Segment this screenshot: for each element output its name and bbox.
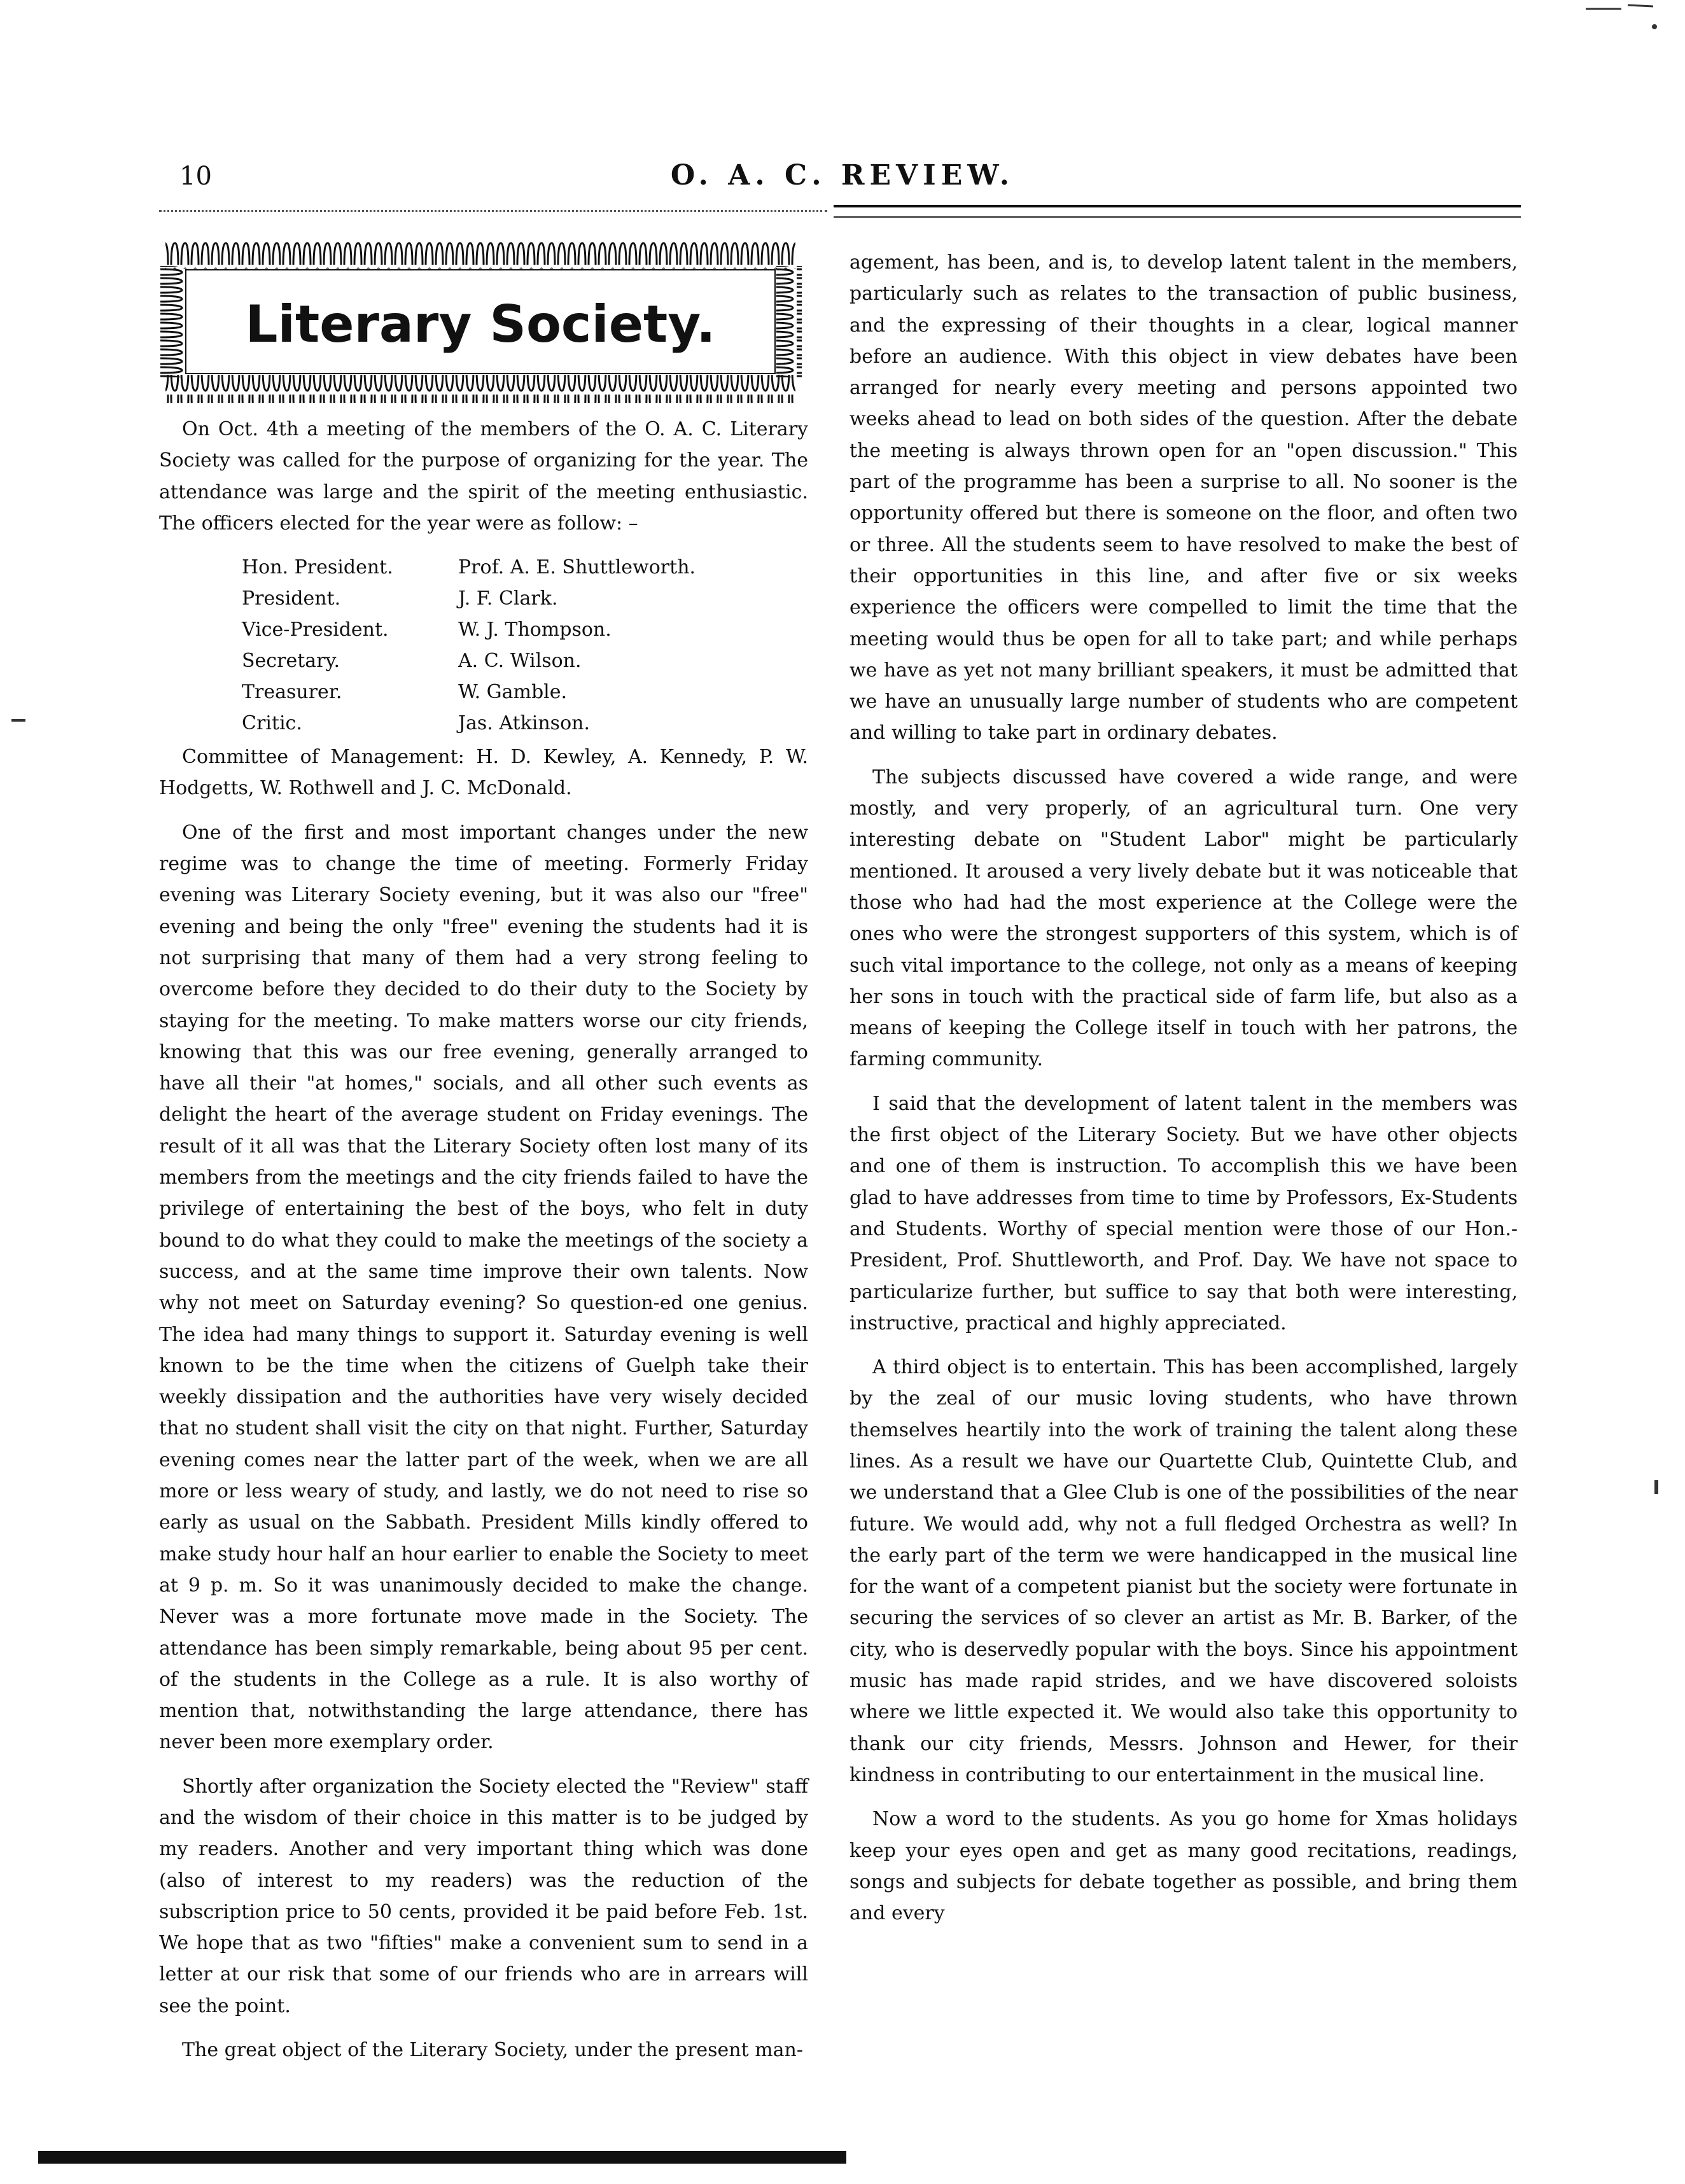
- officer-name: J. F. Clark.: [458, 587, 558, 610]
- margin-mark: [1654, 1480, 1658, 1494]
- page-number: 10: [179, 162, 212, 191]
- header-rule-right: [834, 205, 1521, 218]
- paragraph-intro: On Oct. 4th a meeting of the members of the O. A. C. Literary Society was called for the purpose of organizing for the year. The attendance was large and the spirit of the meeting enthusiastic. The officers elected for the year were as follow: –: [159, 418, 808, 535]
- bottom-bar: [38, 2151, 846, 2164]
- officer-office: Vice-President.: [242, 619, 389, 641]
- running-title: O. A. C. REVIEW.: [670, 159, 1015, 192]
- corner-marks: [1583, 0, 1679, 38]
- paragraph-committee: Committee of Management: H. D. Kewley, A. Kennedy, P. W. Hodgetts, W. Rothwell and J. C. McDonald.: [159, 746, 808, 800]
- paragraph-management: agement, has been, and is, to develop latent talent in the members, particularly such as relates to the transaction of public business, and the expressing of their thoughts in a clear, logical manner before an audience. With this object in view debates have been arranged for nearly every meeting and persons appointed two weeks ahead to lead on both sides of the question. After the debate the meeting is always thrown open for an "open discussion." This part of the programme has been a surprise to all. No sooner is the opportunity offered but there is someone on the floor, and often two or three. All the students seem to have resolved to make the best of their opportunities in this line, and after five or six weeks experience the officers were compelled to limit the time that the meeting would thus be open for all to take part; and while perhaps we have as yet not many brilliant speakers, it must be admitted that we have an unusually large number of students who are competent and willing to take part in ordinary debates.: [849, 251, 1518, 745]
- officer-name: W. Gamble.: [458, 681, 568, 704]
- officer-office: Secretary.: [242, 650, 340, 673]
- margin-mark: [11, 719, 25, 722]
- paragraph-meeting-time: One of the first and most important changes under the new regime was to change the time of meeting. Formerly Friday evening was Literary Society evening, but it was also our "free" evening and being the only "free" evening the students had it is not surprising that many of them had a very strong feeling to overcome before they decided to do their duty to the Society by staying for the meeting. To make matters worse our city friends, knowing that this was our free evening, generally arranged to have all their "at homes," socials, and all other such events as delight the heart of the average student on Friday evenings. The result of it all was that the Literary Society often lost many of its members from the meetings and the city friends failed to have the privilege of entertaining the best of the boys, who felt in duty bound to do what they could to make the meetings of the society a success, and at the same time improve their own talents. Now why not meet on Saturday evening? So question-ed one genius. The idea had many things to support it. Saturday evening is well known to be the time when the citizens of Guelph take their weekly dissipation and the authorities have very wisely decided that no student shall visit the city on that night. Further, Saturday evening comes near the latter part of the week, when we are all more or less weary of study, and lastly, we do not need to rise so early as usual on the Sabbath. President Mills kindly offered to make study hour half an hour earlier to enable the Society to meet at 9 p. m. So it was unanimously decided to make the change. Never was a more fortunate move made in the Society. The attendance has been simply remarkable, being about 95 per cent. of the students in the College as a rule. It is also worthy of mention that, notwithstanding the large attendance, there has never been more exemplary order.: [159, 821, 808, 1754]
- officer-office: Treasurer.: [242, 681, 342, 704]
- officer-row: [242, 583, 808, 614]
- paragraph-subjects: The subjects discussed have covered a wide range, and were mostly, and very properly, of an agricultural turn. One very interesting debate on "Student Labor" might be particularly mentioned. It aroused a very lively debate but it was noticeable that those who had had the most experience at the College were the ones who were the strongest supporters of this system, which is of such vital importance to the college, not only as a means of keeping her sons in touch with the practical side of farm life, but also as a means of keeping the College itself in touch with her patrons, the farming community.: [849, 766, 1518, 1071]
- officers-list: [242, 552, 808, 739]
- officer-row: [242, 614, 808, 645]
- paragraph-entertain: A third object is to entertain. This has been accomplished, largely by the zeal of our music loving students, who have thrown themselves heartily into the work of training the talent along these lines. As a result we have our Quartette Club, Quintette Club, and we understand that a Glee Club is one of the possibilities of the near future. We would add, why not a full fledged Orchestra as well? In the early part of the term we were handicapped in the musical line for the want of a competent pianist but the society were fortunate in securing the services of so clever an artist as Mr. B. Barker, of the city, who is deservedly popular with the boys. Since his appointment music has made rapid strides, and we have discovered soloists where we little expected it. We would also take this opportunity to thank our city friends, Messrs. Johnson and Hewer, for their kindness in contributing to our entertainment in the musical line.: [849, 1356, 1518, 1786]
- paragraph-instruction: I said that the development of latent talent in the members was the first object of the Literary Society. But we have other objects and one of them is instruction. To accomplish this we have been glad to have addresses from time to time by Professors, Ex-Students and Students. Worthy of special mention were those of our Hon.-President, Prof. Shuttleworth, and Prof. Day. We have not space to particularize further, but suffice to say that both were interesting, instructive, practical and highly appreciated.: [849, 1092, 1518, 1334]
- paragraph-students: Now a word to the students. As you go home for Xmas holidays keep your eyes open and get as many good recitations, readings, songs and subjects for debate together as possible, and bring them and every: [849, 1808, 1518, 1925]
- officer-row: [242, 552, 808, 583]
- officer-name: A. C. Wilson.: [458, 650, 582, 673]
- section-banner: [159, 241, 802, 403]
- officer-row: [242, 708, 808, 739]
- paragraph-review-staff: Shortly after organization the Society elected the "Review" staff and the wisdom of their choice in this matter is to be judged by my readers. Another and very important thing which was done (also of interest to my readers) was the reduction of the subscription price to 50 cents, provided it be paid before Feb. 1st. We hope that as two "fifties" make a convenient sum to send in a letter at our risk that some of our friends who are in arrears will see the point.: [159, 1775, 808, 2017]
- officer-office: Hon. President.: [242, 556, 393, 579]
- officer-name: W. J. Thompson.: [458, 619, 612, 641]
- header-rule-left: [159, 210, 827, 212]
- paragraph-great-object: The great object of the Literary Society, under the present man-: [182, 2039, 804, 2062]
- officer-row: [242, 645, 808, 676]
- officer-name: Prof. A. E. Shuttleworth.: [458, 556, 696, 579]
- officer-office: President.: [242, 587, 341, 610]
- banner-title: Literary Society.: [245, 295, 716, 354]
- officer-row: [242, 676, 808, 708]
- officer-name: Jas. Atkinson.: [458, 712, 590, 735]
- left-column: [159, 414, 808, 2078]
- right-column: [849, 247, 1518, 1942]
- officer-office: Critic.: [242, 712, 302, 735]
